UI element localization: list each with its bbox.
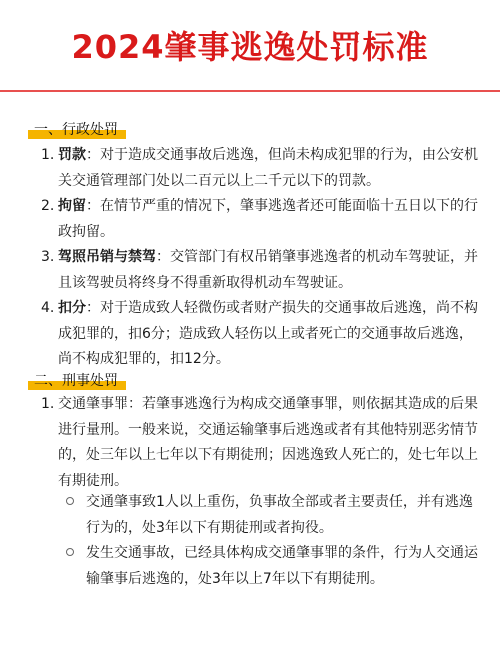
- item-text: ：对于造成致人轻微伤或者财产损失的交通事故后逃逸，尚不构成犯罪的，扣6分；造成致人轻伤以上或者死亡的交通事故后逃逸，尚不构成犯罪的，扣12分。: [58, 300, 478, 367]
- item-label: 罚款: [58, 147, 86, 163]
- item-label: 扣分: [58, 300, 86, 316]
- sub-list-item-serious-injury: 交通肇事致1人以上重伤，负事故全部或者主要责任，并有逃逸行为的，处3年以下有期徒刑或者拘役。: [86, 494, 473, 536]
- list-item-points: 4. 扣分：对于造成致人轻微伤或者财产损失的交通事故后逃逸，尚不构成犯罪的，扣6分；造成致人轻伤以上或者死亡的交通事故后逃逸，尚不构成犯罪的，扣12分。: [41, 300, 478, 367]
- page-title: 2024肇事逃逸处罚标准: [71, 28, 429, 66]
- list-item-traffic-crime: 1. 交通肇事罪：若肇事逃逸行为构成交通肇事罪，则依据其造成的后果进行量刑。一般来说，交通运输肇事后逃逸或者有其他特别恶劣情节的，处三年以上七年以下有期徒刑；因逃逸致人死亡的，处七年以上有期徒刑。: [41, 396, 478, 489]
- item-text: ：交管部门有权吊销肇事逃逸者的机动车驾驶证，并且该驾驶员将终身不得重新取得机动车驾驶证。: [58, 249, 478, 291]
- item-text: 交通肇事罪：若肇事逃逸行为构成交通肇事罪，则依据其造成的后果进行量刑。一般来说，交通运输肇事后逃逸或者有其他特别恶劣情节的，处三年以上七年以下有期徒刑；因逃逸致人死亡的，处七年以上有期徒刑。: [58, 396, 478, 489]
- list-item-fine: 1. 罚款：对于造成交通事故后逃逸，但尚未构成犯罪的行为，由公安机关交通管理部门处以二百元以上二千元以下的罚款。: [41, 147, 478, 189]
- section-heading-criminal: 二、刑事处罚: [28, 372, 124, 390]
- sub-list-item-hit-and-run: 发生交通事故，已经具体构成交通肇事罪的条件，行为人交通运输肇事后逃逸的，处3年以上7年以下有期徒刑。: [86, 545, 478, 587]
- list-item-detention: 2. 拘留：在情节严重的情况下，肇事逃逸者还可能面临十五日以下的行政拘留。: [41, 198, 478, 240]
- section-heading-administrative: 一、行政处罚: [28, 121, 124, 139]
- bullet-circle-icon: [66, 548, 74, 556]
- item-text: ：在情节严重的情况下，肇事逃逸者还可能面临十五日以下的行政拘留。: [58, 198, 478, 240]
- list-item-license-revocation: 3. 驾照吊销与禁驾：交管部门有权吊销肇事逃逸者的机动车驾驶证，并且该驾驶员将终身不得重新取得机动车驾驶证。: [41, 249, 478, 291]
- item-text: ：对于造成交通事故后逃逸，但尚未构成犯罪的行为，由公安机关交通管理部门处以二百元以上二千元以下的罚款。: [58, 147, 478, 189]
- item-label: 驾照吊销与禁驾: [58, 249, 156, 265]
- title-divider: [0, 90, 500, 92]
- item-label: 拘留: [58, 198, 86, 214]
- bullet-circle-icon: [66, 497, 74, 505]
